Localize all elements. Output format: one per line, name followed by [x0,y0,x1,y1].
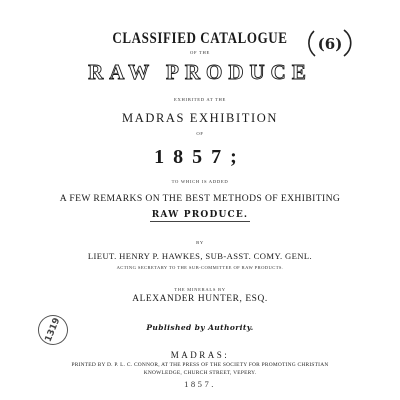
catalogue-heading: CLASSIFIED CATALOGUE [112,28,288,47]
minerals-author: ALEXANDER HUNTER, ESQ. [132,294,268,304]
remarks-line: A FEW REMARKS ON THE BEST METHODS OF EXHIBITING [59,193,341,204]
raw-produce-title: RAW PRODUCE [88,60,312,84]
pencil-annotation [304,28,356,58]
raw-produce-subtitle: RAW PRODUCE. [151,210,249,220]
to-which-label: TO WHICH IS ADDED [171,179,229,184]
author-name: LIEUT. HENRY P. HAWKES, SUB-ASST. COMY. GENL. [87,251,313,261]
library-stamp [33,310,72,349]
of-label: OF [196,131,204,136]
author-role: ACTING SECRETARY TO THE SUB-COMMITTEE OF RAW PRODUCTS. [116,265,284,270]
exhibited-label: EXHIBITED AT THE [173,97,227,102]
imprint-place: MADRAS: [170,350,230,360]
printer-line-2: KNOWLEDGE, CHURCH STREET, VEPERY. [143,370,257,376]
stamp-number: 1319 [43,316,63,344]
printer-line-1: PRINTED BY D. P. L. C. CONNOR, AT THE PRESS OF THE SOCIETY FOR PROMOTING CHRISTIAN [71,362,329,368]
by-label: BY [196,240,204,245]
pencil-annotation-text: (6) [317,35,343,53]
subtitle-underline [150,221,250,222]
of-the-label: OF THE [189,50,211,55]
exhibition-name: MADRAS EXHIBITION [121,111,278,125]
authority-line: Published by Authority. [146,323,254,332]
exhibition-year: 1857; [154,146,246,168]
imprint-year: 1857. [184,379,216,389]
minerals-by-label: THE MINERALS BY [174,287,226,292]
